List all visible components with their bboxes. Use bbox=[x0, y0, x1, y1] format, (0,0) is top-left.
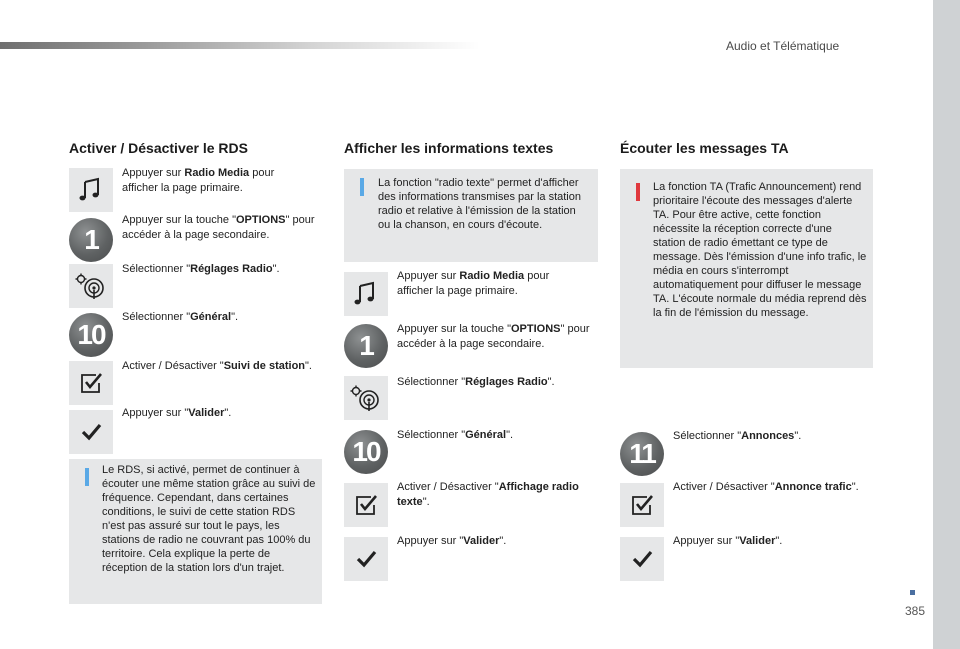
step-text: Activer / Désactiver "Annonce trafic". bbox=[673, 481, 859, 493]
section-title-ta: Écouter les messages TA bbox=[620, 140, 789, 156]
step-text: Sélectionner "Réglages Radio". bbox=[122, 263, 280, 275]
checkbox-icon bbox=[344, 483, 388, 527]
warning-box-ta bbox=[620, 169, 873, 368]
info-box-rds bbox=[69, 459, 322, 604]
checkmark-icon bbox=[344, 537, 388, 581]
step-badge-10: 10 bbox=[69, 313, 113, 357]
step-text: Appuyer sur la touche "OPTIONS" pour accéder à la page secondaire. bbox=[122, 214, 315, 241]
page-number: 385 bbox=[905, 604, 926, 618]
step-text: Activer / Désactiver "Affichage radio texte". bbox=[397, 481, 579, 508]
step-text: Appuyer sur Radio Media pour afficher la page primaire. bbox=[397, 270, 550, 297]
radio-settings-icon bbox=[344, 376, 388, 420]
radio-settings-icon bbox=[69, 264, 113, 308]
music-note-icon bbox=[344, 272, 388, 316]
info-box-radio-text bbox=[344, 169, 598, 262]
section-title-text-info: Afficher les informations textes bbox=[344, 140, 554, 156]
checkmark-icon bbox=[69, 410, 113, 454]
step-text: Sélectionner "Annonces". bbox=[673, 430, 802, 442]
step-badge-1: 1 bbox=[344, 324, 388, 368]
info-icon bbox=[360, 178, 364, 196]
step-text: Sélectionner "Général". bbox=[122, 311, 239, 323]
step-text: Appuyer sur Radio Media pour afficher la page primaire. bbox=[122, 167, 275, 194]
step-text: Appuyer sur "Valider". bbox=[122, 407, 232, 419]
page-marker bbox=[910, 590, 915, 595]
checkbox-icon bbox=[620, 483, 664, 527]
info-text: Le RDS, si activé, permet de continuer à écouter une même station grâce au suivi de fréquence. Cependant, dans certaines conditions, le suivi de cette station RDS n'est pas assuré sur tout le pays, les stations de radio ne couvrant pas 100% du territoire. Cela explique la perte de réception de la station lors d'un trajet. bbox=[102, 464, 316, 574]
info-text: La fonction "radio texte" permet d'afficher des informations transmises par la station radio et relative à l'émission de la station ou la chanson, en cours d'écoute. bbox=[378, 177, 581, 231]
step-text: Sélectionner "Général". bbox=[397, 429, 514, 441]
step-badge-11: 11 bbox=[620, 432, 664, 476]
step-text: Appuyer sur la touche "OPTIONS" pour accéder à la page secondaire. bbox=[397, 323, 590, 350]
step-badge-1: 1 bbox=[69, 218, 113, 262]
step-text: Activer / Désactiver "Suivi de station". bbox=[122, 360, 312, 372]
step-text: Sélectionner "Réglages Radio". bbox=[397, 376, 555, 388]
section-title-rds: Activer / Désactiver le RDS bbox=[69, 140, 248, 156]
step-text: Appuyer sur "Valider". bbox=[673, 535, 783, 547]
warning-text: La fonction TA (Trafic Announcement) rend prioritaire l'écoute des messages d'alerte TA. Pour être active, cette fonction nécessite la réception correcte d'une station de radio émettant ce type de message. Dès l'émission d'une info trafic, le média en cours s'interrompt automatiquement pour diffuser le message TA. L'écoute normale du média reprend dès la fin de l'émission du message. bbox=[653, 181, 867, 319]
step-text: Appuyer sur "Valider". bbox=[397, 535, 507, 547]
header-gradient-bar bbox=[0, 42, 480, 49]
step-badge-10: 10 bbox=[344, 430, 388, 474]
music-note-icon bbox=[69, 168, 113, 212]
page-edge-strip bbox=[933, 0, 960, 649]
warning-icon bbox=[636, 183, 640, 201]
info-icon bbox=[85, 468, 89, 486]
checkmark-icon bbox=[620, 537, 664, 581]
checkbox-icon bbox=[69, 361, 113, 405]
chapter-title: Audio et Télématique bbox=[726, 39, 840, 53]
